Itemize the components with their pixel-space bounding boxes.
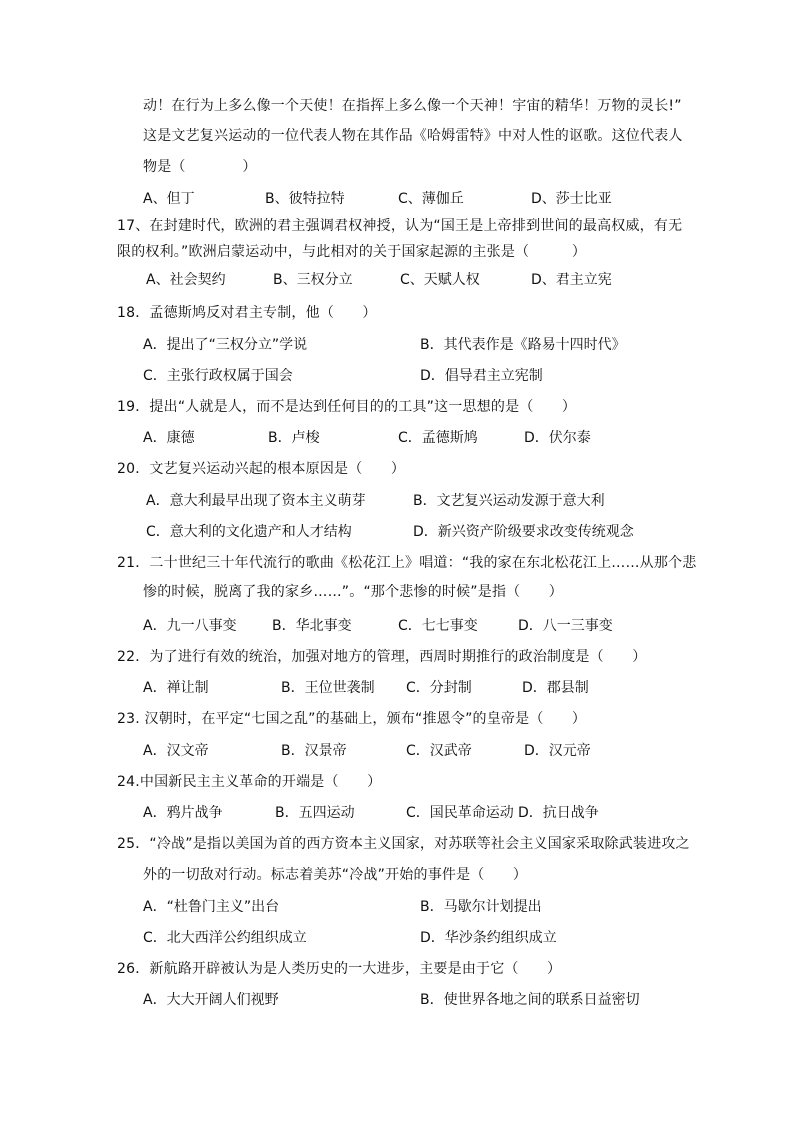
q20-option-d: D．新兴资产阶级要求改变传统观念 bbox=[413, 524, 634, 540]
q19-option-c: C．孟德斯鸠 bbox=[398, 430, 478, 446]
q23-option-c: C．汉武帝 bbox=[406, 743, 472, 759]
q17-option-a: A、社会契约 bbox=[146, 272, 226, 288]
q20-option-a: A．意大利最早出现了资本主义萌芽 bbox=[146, 493, 366, 509]
q24-line-1: 24.中国新民主主义革命的开端是（ ） bbox=[117, 774, 382, 790]
q18-option-a: A．提出了“三权分立”学说 bbox=[143, 337, 308, 353]
q19-line-1: 19．提出“人就是人，而不是达到任何目的的工具”这一思想的是（ ） bbox=[117, 399, 577, 415]
q24-option-d: D．抗日战争 bbox=[518, 805, 599, 821]
q18-option-c: C．主张行政权属于国会 bbox=[143, 368, 293, 384]
q25-option-a: A．“杜鲁门主义”出台 bbox=[143, 899, 280, 915]
q20-line-1: 20．文艺复兴运动兴起的根本原因是（ ） bbox=[117, 461, 406, 477]
q24-option-a: A．鸦片战争 bbox=[143, 805, 223, 821]
q20-option-b: B．文艺复兴运动发源于意大利 bbox=[413, 493, 605, 509]
q19-option-d: D．伏尔泰 bbox=[524, 430, 591, 446]
q25-option-d: D．华沙条约组织成立 bbox=[420, 930, 557, 946]
q22-option-d: D．郡县制 bbox=[522, 680, 589, 696]
q21-option-b: B．华北事变 bbox=[272, 618, 352, 634]
q17-line-1: 17、在封建时代，欧洲的君主强调君权神授，认为“国王是上帝排到世间的最高权威，有无 bbox=[117, 218, 683, 234]
q17-line-2: 限的权利。”欧洲启蒙运动中，与此相对的关于国家起源的主张是（ ） bbox=[117, 244, 587, 260]
q23-option-d: D．汉元帝 bbox=[524, 743, 591, 759]
q22-option-a: A．禅让制 bbox=[143, 680, 209, 696]
q19-option-a: A．康德 bbox=[143, 430, 195, 446]
intro-option-a: A、但丁 bbox=[143, 191, 195, 207]
q21-option-d: D．八一三事变 bbox=[518, 618, 613, 634]
intro-line-1: 动！在行为上多么像一个天使！在指挥上多么像一个天神！宇宙的精华！万物的灵长!” bbox=[143, 98, 682, 114]
q25-option-c: C．北大西洋公约组织成立 bbox=[143, 930, 307, 946]
intro-option-c: C、薄伽丘 bbox=[398, 191, 464, 207]
q21-line-1: 21．二十世纪三十年代流行的歌曲《松花江上》唱道：“我的家在东北松花江上……从那个悲 bbox=[117, 555, 697, 571]
intro-option-d: D、莎士比亚 bbox=[531, 191, 612, 207]
q18-option-b: B．其代表作是《路易十四时代》 bbox=[420, 337, 626, 353]
q24-option-b: B．五四运动 bbox=[275, 805, 355, 821]
q23-option-b: B．汉景帝 bbox=[281, 743, 347, 759]
q21-option-a: A．九一八事变 bbox=[143, 618, 237, 634]
q22-line-1: 22．为了进行有效的统治，加强对地方的管理，西周时期推行的政治制度是（ ） bbox=[117, 649, 647, 665]
q23-option-a: A．汉文帝 bbox=[143, 743, 209, 759]
q17-option-d: D、君主立宪 bbox=[531, 272, 612, 288]
q20-option-c: C．意大利的文化遗产和人才结构 bbox=[146, 524, 352, 540]
q17-option-b: B、三权分立 bbox=[273, 272, 353, 288]
q25-line-2: 外的一切敌对行动。标志着美苏“冷战”开始的事件是（ ） bbox=[143, 867, 528, 883]
q18-line-1: 18．孟德斯鸠反对君主专制，他（ ） bbox=[117, 305, 377, 321]
q25-line-1: 25．“冷战”是指以美国为首的西方资本主义国家，对苏联等社会主义国家采取除武装进攻之 bbox=[117, 836, 690, 852]
q17-option-c: C、天赋人权 bbox=[400, 272, 480, 288]
q23-line-1: 23. 汉朝时，在平定“七国之乱”的基础上，颁布“推恩令”的皇帝是（ ） bbox=[117, 711, 587, 727]
q26-option-a: A．大大开阔人们视野 bbox=[143, 992, 279, 1008]
q21-option-c: C．七七事变 bbox=[398, 618, 478, 634]
q26-line-1: 26．新航路开辟被认为是人类历史的一大进步，主要是由于它（ ） bbox=[117, 961, 562, 977]
q25-option-b: B．马歇尔计划提出 bbox=[420, 899, 542, 915]
q18-option-d: D．倡导君主立宪制 bbox=[420, 368, 543, 384]
q22-option-c: C．分封制 bbox=[406, 680, 472, 696]
q19-option-b: B．卢梭 bbox=[268, 430, 320, 446]
intro-option-b: B、彼特拉特 bbox=[265, 191, 345, 207]
intro-line-2: 这是文艺复兴运动的一位代表人物在其作品《哈姆雷特》中对人性的讴歌。这位代表人 bbox=[143, 128, 683, 144]
q26-option-b: B．使世界各地之间的联系日益密切 bbox=[420, 992, 640, 1008]
q24-option-c: C．国民革命运动 bbox=[406, 805, 514, 821]
q22-option-b: B．王位世袭制 bbox=[281, 680, 375, 696]
q21-line-2: 惨的时候，脱离了我的家乡……”。“那个悲惨的时候”是指（ ） bbox=[143, 584, 563, 600]
intro-line-3: 物是（ ） bbox=[143, 159, 257, 175]
